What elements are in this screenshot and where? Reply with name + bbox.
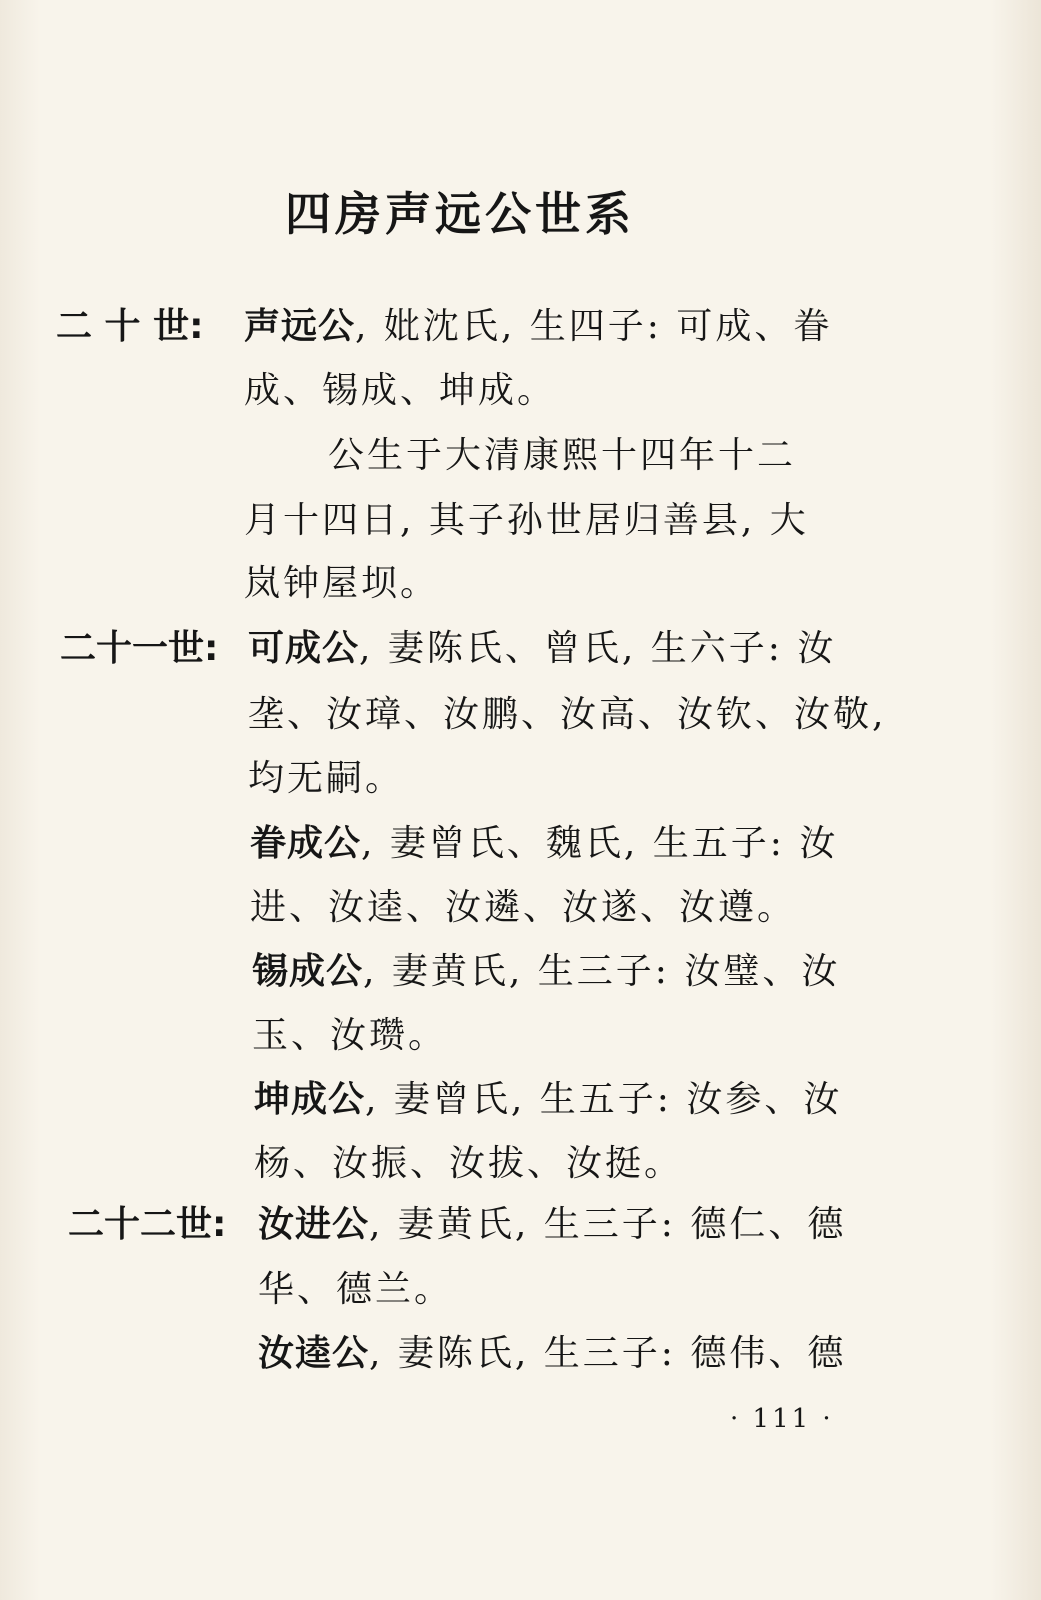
entry-line: 华、德兰。 xyxy=(258,1269,454,1310)
entry-note: 月十四日, 其子孙世居归善县, 大 xyxy=(244,500,809,541)
entry-text: , 妻曾氏, 生五子: 汝参、汝 xyxy=(365,1079,843,1120)
entry-text: , 妻黄氏, 生三子: 德仁、德 xyxy=(369,1204,847,1245)
entry-line: 杨、汝振、汝拔、汝挺。 xyxy=(254,1143,684,1184)
entry-text: , 妻陈氏, 生三子: 德伟、德 xyxy=(369,1333,847,1374)
ancestor-name: 汝进公 xyxy=(258,1204,370,1245)
entry-line xyxy=(258,1196,846,1247)
entry-text: , 妻黄氏, 生三子: 汝璧、汝 xyxy=(363,951,841,992)
entry-line xyxy=(258,1325,846,1376)
entry-line xyxy=(250,815,838,866)
entry-line: 成、锡成、坤成。 xyxy=(244,370,557,411)
entry-note: 岚钟屋坝。 xyxy=(244,563,440,604)
ancestor-name: 声远公 xyxy=(244,306,356,347)
ancestor-name: 锡成公 xyxy=(252,951,364,992)
entry-line xyxy=(248,620,836,671)
generation-label-21: 二十一世: xyxy=(60,628,219,669)
ancestor-name: 眷成公 xyxy=(250,823,362,864)
entry-line xyxy=(252,943,840,994)
entry-line xyxy=(254,1071,842,1122)
page-title: 四房声远公世系 xyxy=(285,187,635,241)
generation-label-22: 二十二世: xyxy=(68,1204,227,1245)
entry-line: 进、汝逵、汝遴、汝遂、汝遵。 xyxy=(250,887,797,928)
entry-line: 垄、汝璋、汝鹏、汝高、汝钦、汝敬, xyxy=(248,694,887,735)
generation-label-20: 二 十 世: xyxy=(56,306,204,347)
entry-line: 玉、汝瓒。 xyxy=(252,1015,448,1056)
entry-note: 公生于大清康熙十四年十二 xyxy=(328,435,797,476)
ancestor-name: 汝逵公 xyxy=(258,1333,370,1374)
entry-text: , 妻陈氏、曾氏, 生六子: 汝 xyxy=(359,628,837,669)
page-number: · 111 · xyxy=(730,1404,834,1434)
entry-line: 均无嗣。 xyxy=(248,758,405,799)
entry-line xyxy=(244,298,832,349)
ancestor-name: 坤成公 xyxy=(254,1079,366,1120)
entry-text: , 妻曾氏、魏氏, 生五子: 汝 xyxy=(361,823,839,864)
ancestor-name: 可成公 xyxy=(248,628,360,669)
entry-text: , 妣沈氏, 生四子: 可成、眷 xyxy=(355,306,833,347)
